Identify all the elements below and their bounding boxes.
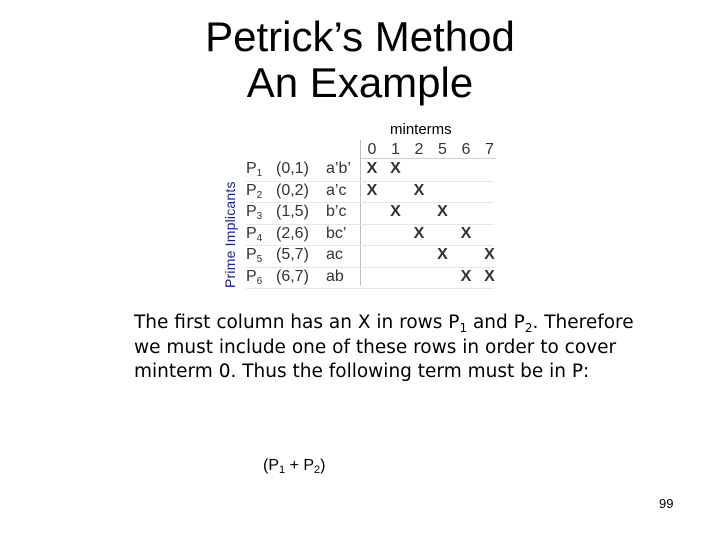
implicant-expression: ac	[326, 246, 343, 263]
para-sub-2: 2	[524, 321, 533, 335]
minterm-header-5: 5	[438, 141, 447, 158]
implicant-terms: (2,6)	[276, 224, 309, 242]
implicant-name: $P_6$	[246, 267, 263, 287]
coverage-mark: X	[390, 160, 401, 177]
implicant-terms: (0,2)	[276, 181, 309, 199]
formula-close: )	[320, 457, 326, 474]
coverage-mark: X	[390, 203, 401, 220]
title-line-1: Petrick’s Method	[205, 13, 515, 60]
implicant-name: $P_3$	[246, 203, 263, 222]
coverage-mark: X	[460, 224, 472, 242]
title-line-2: An Example	[246, 59, 474, 106]
formula-sub-2: 2	[314, 464, 321, 476]
page-number: 99	[659, 496, 674, 511]
implicant-terms: (0,1)	[276, 160, 309, 177]
implicant-terms: (6,7)	[276, 267, 309, 285]
implicant-name: $P_1$	[246, 160, 263, 179]
coverage-mark: X	[366, 181, 378, 199]
implicant-name: $P_2$	[246, 181, 263, 201]
para-text-1: The first column has an X in rows P	[134, 312, 460, 333]
row-separator	[246, 288, 494, 289]
sum-term-formula	[263, 457, 325, 475]
coverage-mark: X	[366, 160, 378, 177]
implicant-terms: (1,5)	[276, 203, 309, 220]
coverage-mark: X	[437, 246, 448, 263]
prime-implicants-label: Prime Implicants	[222, 181, 238, 288]
formula-mid: + P	[285, 457, 315, 474]
minterm-header-6: 6	[461, 141, 471, 158]
formula-sub-1: 1	[279, 464, 286, 476]
coverage-mark: X	[413, 224, 425, 242]
implicant-expression: a’b’	[326, 160, 351, 177]
coverage-mark: X	[484, 267, 495, 285]
coverage-mark: X	[413, 181, 425, 199]
implicant-name: $P_4$	[246, 224, 263, 244]
minterm-header-0: 0	[367, 141, 377, 158]
implicant-expression: ab	[326, 267, 344, 285]
implicant-name: $P_5$	[246, 246, 263, 265]
implicant-expression: b’c	[326, 203, 347, 220]
minterm-header-1: 1	[391, 141, 400, 158]
explanation-paragraph	[134, 311, 654, 385]
minterm-header-7: 7	[485, 141, 494, 158]
minterms-label: minterms	[390, 121, 452, 138]
coverage-mark: X	[484, 246, 495, 263]
implicant-terms: (5,7)	[276, 246, 309, 263]
formula-open: (P	[263, 457, 279, 474]
slide-title	[0, 14, 720, 106]
para-sub-1: 1	[459, 321, 468, 335]
coverage-mark: X	[437, 203, 448, 220]
para-text-3: . Therefore we must include one of these rows in order to cover minterm 0. Thus the following term must be in P:	[134, 312, 634, 382]
para-text-2: and P	[467, 312, 525, 333]
implicant-expression: bc’	[326, 224, 347, 242]
implicant-expression: a’c	[326, 181, 347, 199]
prime-implicant-chart	[246, 140, 498, 286]
coverage-mark: X	[460, 267, 472, 285]
minterm-header-2: 2	[414, 141, 424, 158]
